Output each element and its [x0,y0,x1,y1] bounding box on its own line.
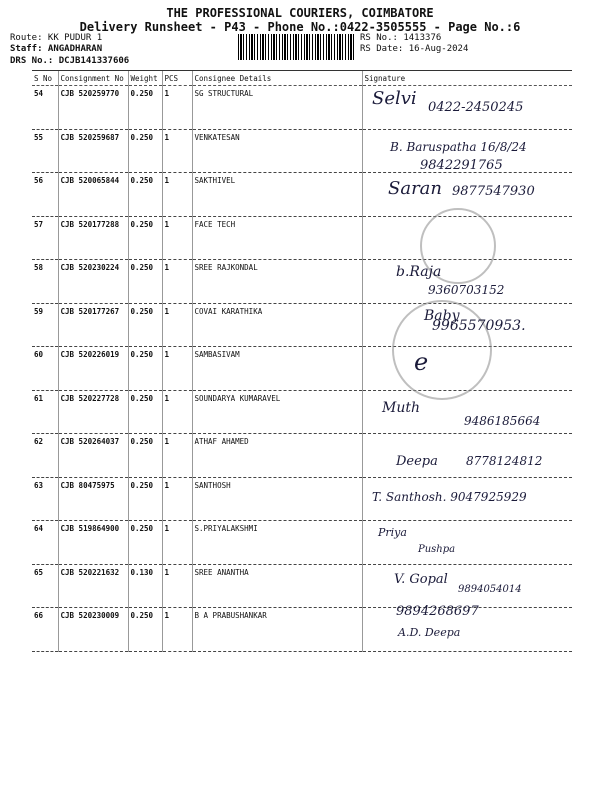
cell-pcs: 1 [162,86,192,130]
cell-sno: 61 [32,390,58,434]
cell-pcs: 1 [162,347,192,391]
runsheet-table [32,70,572,652]
cell-pcs: 1 [162,260,192,304]
cell-sno: 55 [32,129,58,173]
route-label: Route: KK PUDUR 1 [10,33,103,43]
cell-sno: 59 [32,303,58,347]
cell-consignment: CJB 520259687 [58,129,128,173]
cell-signature [362,477,572,521]
cell-consignee: COVAI KARATHIKA [192,303,362,347]
table-row [32,608,572,652]
cell-signature [362,129,572,173]
runsheet-subtitle: Delivery Runsheet - P43 - Phone No.:0422-3505555 - Page No.:6 [79,20,521,34]
cell-signature [362,434,572,478]
col-pcs: PCS [162,71,192,86]
cell-consignee: SAMBASIVAM [192,347,362,391]
cell-consignment: CJB 520230009 [58,608,128,652]
cell-pcs: 1 [162,173,192,217]
cell-consignment: CJB 520226019 [58,347,128,391]
cell-consignment: CJB 80475975 [58,477,128,521]
cell-weight: 0.250 [128,347,162,391]
table-row [32,521,572,565]
rs-date: RS Date: 16-Aug-2024 [360,44,469,54]
courier-stamp [420,208,496,284]
company-title: THE PROFESSIONAL COURIERS, COIMBATORE [166,6,434,20]
cell-weight: 0.250 [128,390,162,434]
cell-sno: 63 [32,477,58,521]
rs-number: RS No.: 1413376 [360,33,442,43]
table-row [32,434,572,478]
cell-consignee: SAKTHIVEL [192,173,362,217]
cell-consignment: CJB 520177288 [58,216,128,260]
cell-consignment: CJB 520230224 [58,260,128,304]
cell-weight: 0.130 [128,564,162,608]
cell-consignee: SREE ANANTHA [192,564,362,608]
cell-consignee: SANTHOSH [192,477,362,521]
col-sno: S No [32,71,58,86]
cell-consignee: ATHAF AHAMED [192,434,362,478]
cell-weight: 0.250 [128,129,162,173]
cell-weight: 0.250 [128,86,162,130]
cell-weight: 0.250 [128,434,162,478]
table-header-row [32,71,572,86]
cell-consignee: B A PRABUSHANKAR [192,608,362,652]
table-row [32,260,572,304]
cell-sno: 54 [32,86,58,130]
cell-consignment: CJB 519864900 [58,521,128,565]
barcode [238,34,356,60]
cell-weight: 0.250 [128,173,162,217]
cell-pcs: 1 [162,477,192,521]
cell-consignee: SG STRUCTURAL [192,86,362,130]
cell-sno: 57 [32,216,58,260]
table-row [32,477,572,521]
col-consignee: Consignee Details [192,71,362,86]
cell-pcs: 1 [162,390,192,434]
cell-weight: 0.250 [128,216,162,260]
cell-signature [362,86,572,130]
col-weight: Weight [128,71,162,86]
cell-sno: 56 [32,173,58,217]
table-row [32,390,572,434]
cell-consignment: CJB 520065844 [58,173,128,217]
table-row [32,564,572,608]
cell-sno: 65 [32,564,58,608]
cell-pcs: 1 [162,608,192,652]
courier-stamp [392,300,492,400]
cell-consignment: CJB 520227728 [58,390,128,434]
cell-signature [362,564,572,608]
col-signature: Signature [362,71,572,86]
cell-pcs: 1 [162,129,192,173]
cell-consignment: CJB 520221632 [58,564,128,608]
table-row [32,86,572,130]
col-consignment: Consignment No [58,71,128,86]
cell-weight: 0.250 [128,303,162,347]
cell-weight: 0.250 [128,608,162,652]
cell-sno: 62 [32,434,58,478]
drs-number: DRS No.: DCJB141337606 [10,56,130,66]
cell-consignee: S.PRIYALAKSHMI [192,521,362,565]
cell-weight: 0.250 [128,521,162,565]
cell-signature [362,608,572,652]
cell-sno: 60 [32,347,58,391]
cell-weight: 0.250 [128,477,162,521]
cell-pcs: 1 [162,216,192,260]
cell-consignee: VENKATESAN [192,129,362,173]
cell-sno: 64 [32,521,58,565]
cell-pcs: 1 [162,521,192,565]
cell-consignment: CJB 520264037 [58,434,128,478]
staff-label: Staff: ANGADHARAN [10,44,103,54]
cell-consignment: CJB 520177267 [58,303,128,347]
cell-consignee: FACE TECH [192,216,362,260]
table-row [32,129,572,173]
cell-sno: 66 [32,608,58,652]
cell-sno: 58 [32,260,58,304]
table-row [32,173,572,217]
cell-pcs: 1 [162,434,192,478]
cell-consignment: CJB 520259770 [58,86,128,130]
cell-signature [362,390,572,434]
cell-consignee: SREE RAJKONDAL [192,260,362,304]
cell-signature [362,521,572,565]
cell-pcs: 1 [162,303,192,347]
cell-weight: 0.250 [128,260,162,304]
cell-pcs: 1 [162,564,192,608]
cell-consignee: SOUNDARYA KUMARAVEL [192,390,362,434]
